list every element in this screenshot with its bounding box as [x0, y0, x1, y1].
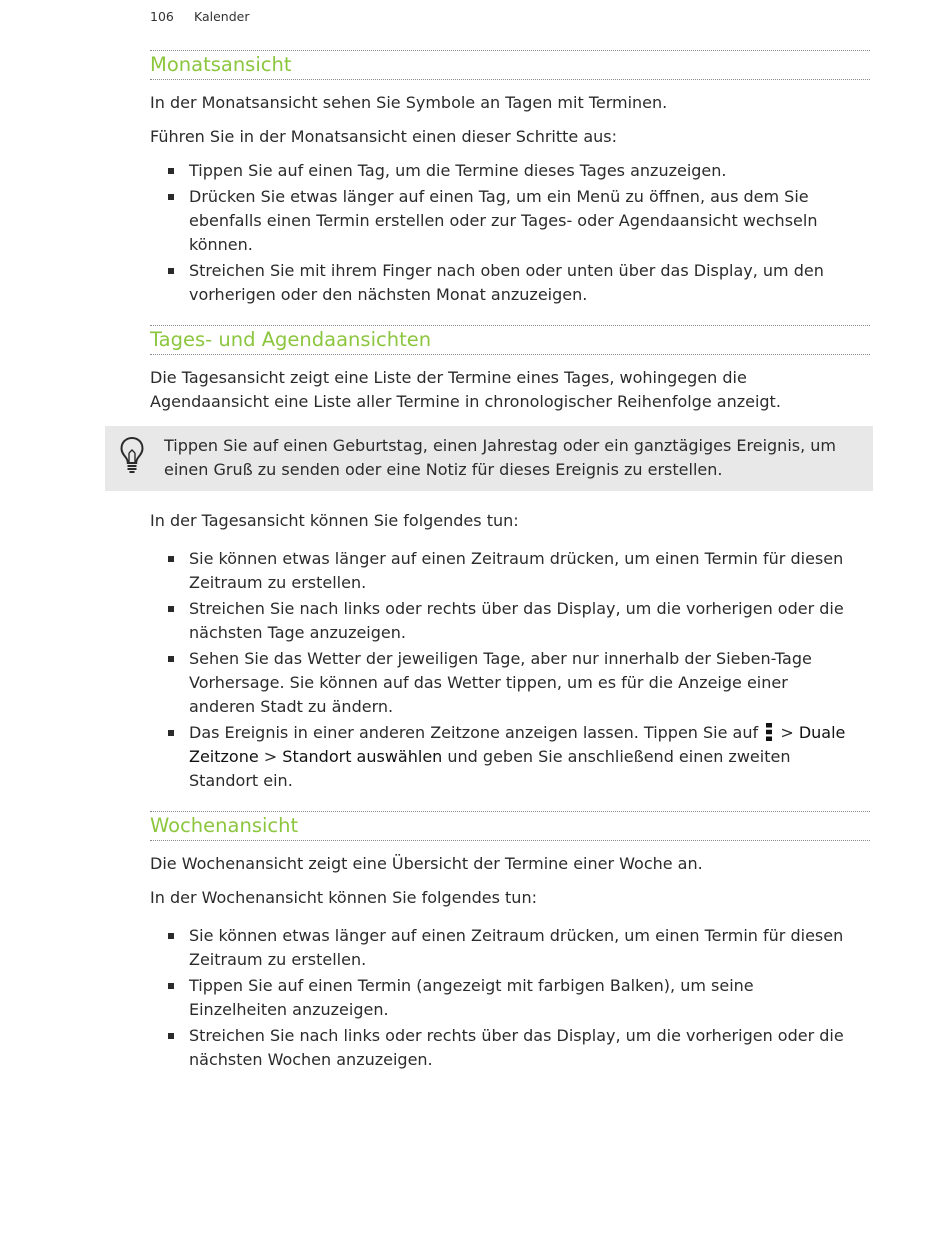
list-item: Streichen Sie mit ihrem Finger nach oben oder unten über das Display, um den vorherigen oder den nächsten Monat anzuzeigen.	[150, 259, 870, 307]
menu-dots-icon	[765, 723, 773, 741]
list-item: Sie können etwas länger auf einen Zeitraum drücken, um einen Termin für diesen Zeitraum zu erstellen.	[150, 547, 870, 595]
bullet-list	[150, 159, 870, 307]
page-content	[150, 50, 870, 1090]
list-item: Drücken Sie etwas länger auf einen Tag, um ein Menü zu öffnen, aus dem Sie ebenfalls einen Termin erstellen oder zur Tages- oder Agendaansicht wechseln können.	[150, 185, 870, 257]
tip-box	[105, 426, 873, 491]
list-item: Streichen Sie nach links oder rechts über das Display, um die vorherigen oder die nächsten Wochen anzuzeigen.	[150, 1024, 870, 1072]
list-item: Das Ereignis in einer anderen Zeitzone anzeigen lassen. Tippen Sie auf > Duale Zeitzone > Standort auswählen und geben Sie anschließend einen zweiten Standort ein.	[150, 721, 870, 793]
ui-term-zeitzone: Zeitzone	[189, 747, 259, 766]
chapter-title: Kalender	[194, 9, 250, 24]
paragraph: In der Monatsansicht sehen Sie Symbole an Tagen mit Terminen.	[150, 93, 668, 112]
paragraph: In der Wochenansicht können Sie folgendes tun:	[150, 888, 537, 907]
page-number: 106	[150, 9, 174, 24]
list-item: Tippen Sie auf einen Tag, um die Termine dieses Tages anzuzeigen.	[150, 159, 870, 183]
paragraph: In der Tagesansicht können Sie folgendes tun:	[150, 511, 519, 530]
ui-term-duale: Duale	[798, 723, 846, 742]
list-item: Sehen Sie das Wetter der jeweiligen Tage, aber nur innerhalb der Sieben-Tage Vorhersage. Sie können auf das Wetter tippen, um es für die Anzeige einer anderen Stadt zu ändern.	[150, 647, 870, 719]
list-item: Tippen Sie auf einen Termin (angezeigt mit farbigen Balken), um seine Einzelheiten anzuzeigen.	[150, 974, 870, 1022]
running-header	[150, 9, 250, 24]
paragraph: Die Tagesansicht zeigt eine Liste der Termine eines Tages, wohingegen die Agendaansicht eine Liste aller Termine in chronologischer Reihenfolge anzeigt.	[150, 368, 781, 411]
section-heading-monatsansicht: Monatsansicht	[150, 50, 870, 80]
list-item: Streichen Sie nach links oder rechts über das Display, um die vorherigen oder die nächsten Tage anzuzeigen.	[150, 597, 870, 645]
ui-term-standort-auswaehlen: Standort auswählen	[282, 747, 443, 766]
tip-text: Tippen Sie auf einen Geburtstag, einen Jahrestag oder ein ganztägiges Ereignis, um einen Gruß zu senden oder eine Notiz für dieses Ereignis zu erstellen.	[164, 436, 836, 479]
bullet-list	[150, 547, 870, 793]
bullet-list	[150, 924, 870, 1072]
section-heading-tagesansichten: Tages- und Agendaansichten	[150, 325, 870, 355]
section-heading-wochenansicht: Wochenansicht	[150, 811, 870, 841]
paragraph: Führen Sie in der Monatsansicht einen dieser Schritte aus:	[150, 127, 617, 146]
paragraph: Die Wochenansicht zeigt eine Übersicht der Termine einer Woche an.	[150, 854, 703, 873]
list-item: Sie können etwas länger auf einen Zeitraum drücken, um einen Termin für diesen Zeitraum zu erstellen.	[150, 924, 870, 972]
lightbulb-icon	[119, 436, 145, 474]
